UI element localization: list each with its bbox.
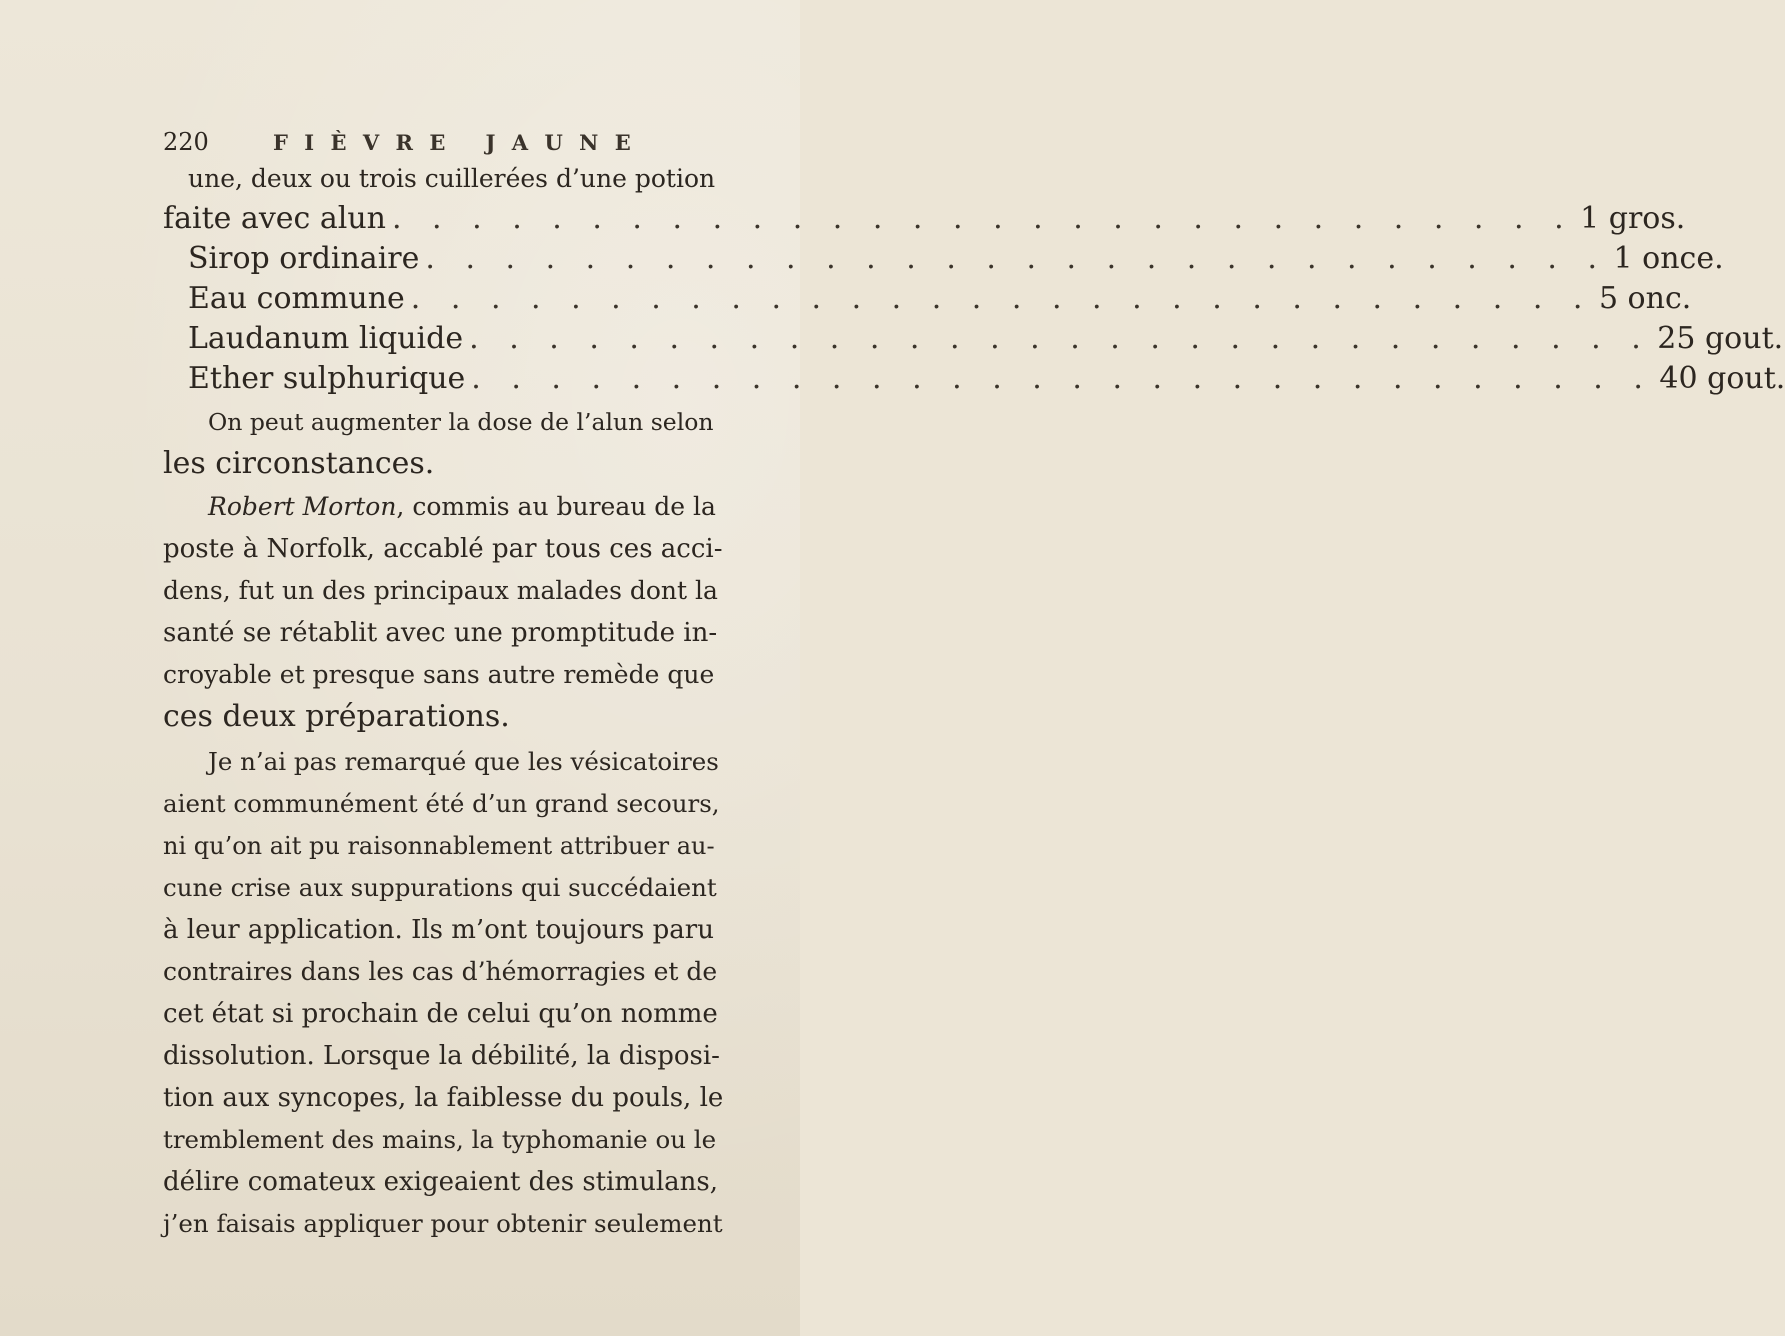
dot-leader: . . . . . . . . . . . . . . . . . . . . . . . . . . . . . . (391, 201, 1575, 236)
recipe-label: Eau commune (188, 281, 405, 316)
text-line (208, 488, 716, 526)
text-line: délire comateux exigeaient des stimulans, (163, 1167, 718, 1197)
recipe-item (188, 240, 1724, 278)
author-name: Robert Morton (208, 492, 397, 521)
recipe-label: Sirop ordinaire (188, 241, 420, 276)
dot-leader: . . . . . . . . . . . . . . . . . . . . . . . . . . . . . . (410, 281, 1593, 316)
recipe-amount: 1 once. (1613, 241, 1724, 276)
text-line: dens, fut un des principaux malades dont la (163, 576, 718, 605)
text-line: dissolution. Lorsque la débilité, la disposi- (163, 1041, 720, 1071)
text-line: croyable et presque sans autre remède que (163, 660, 715, 689)
text-line: les circonstances. (163, 446, 435, 481)
text-line: On peut augmenter la dose de l’alun selon (208, 408, 714, 436)
text-line: tremblement des mains, la typhomanie ou le (163, 1125, 717, 1154)
recipe-amount: 25 gout. (1657, 321, 1784, 356)
text-line: tion aux syncopes, la faiblesse du pouls, le (163, 1083, 724, 1113)
text-line: une, deux ou trois cuillerées d’une potion (188, 164, 716, 193)
page-number: 220 (163, 128, 209, 156)
running-title: FIÈVRE JAUNE (273, 130, 648, 155)
text-line: ni qu’on ait pu raisonnablement attribuer au- (163, 832, 715, 860)
text-line: j’en faisais appliquer pour obtenir seulement (163, 1209, 723, 1238)
recipe-amount: 5 onc. (1598, 281, 1692, 316)
dot-leader: . . . . . . . . . . . . . . . . . . . . . . . . . . . . . . (469, 321, 1652, 356)
text-line: contraires dans les cas d’hémorragies et de (163, 957, 718, 986)
recipe-amount: 40 gout. (1659, 361, 1785, 396)
dot-leader: . . . . . . . . . . . . . . . . . . . . . . . . . . . . . . (471, 361, 1654, 396)
recipe-label: Laudanum liquide (188, 321, 464, 356)
page-header (163, 128, 723, 160)
recipe-item (188, 360, 1785, 398)
text-line: cune crise aux suppurations qui succédaient (163, 873, 717, 902)
text-line: cet état si prochain de celui qu’on nomme (163, 999, 718, 1029)
recipe-label: faite avec alun (163, 201, 386, 236)
recipe-item (188, 280, 1692, 318)
text-line: Je n’ai pas remarqué que les vésicatoires (208, 747, 719, 776)
text-line: santé se rétablit avec une promptitude in- (163, 618, 718, 648)
dot-leader: . . . . . . . . . . . . . . . . . . . . . . . . . . . . . . (425, 241, 1608, 276)
recipe-item (163, 200, 1686, 238)
recipe-item (188, 320, 1784, 358)
text-line: à leur application. Ils m’ont toujours paru (163, 915, 714, 945)
text-line: poste à Norfolk, accablé par tous ces acci- (163, 534, 723, 564)
text-line: ces deux préparations. (163, 699, 510, 734)
text-line: aient communément été d’un grand secours, (163, 789, 720, 818)
recipe-label: Ether sulphurique (188, 361, 466, 396)
text-fragment: , commis au bureau de la (396, 492, 716, 521)
recipe-amount: 1 gros. (1580, 201, 1686, 236)
